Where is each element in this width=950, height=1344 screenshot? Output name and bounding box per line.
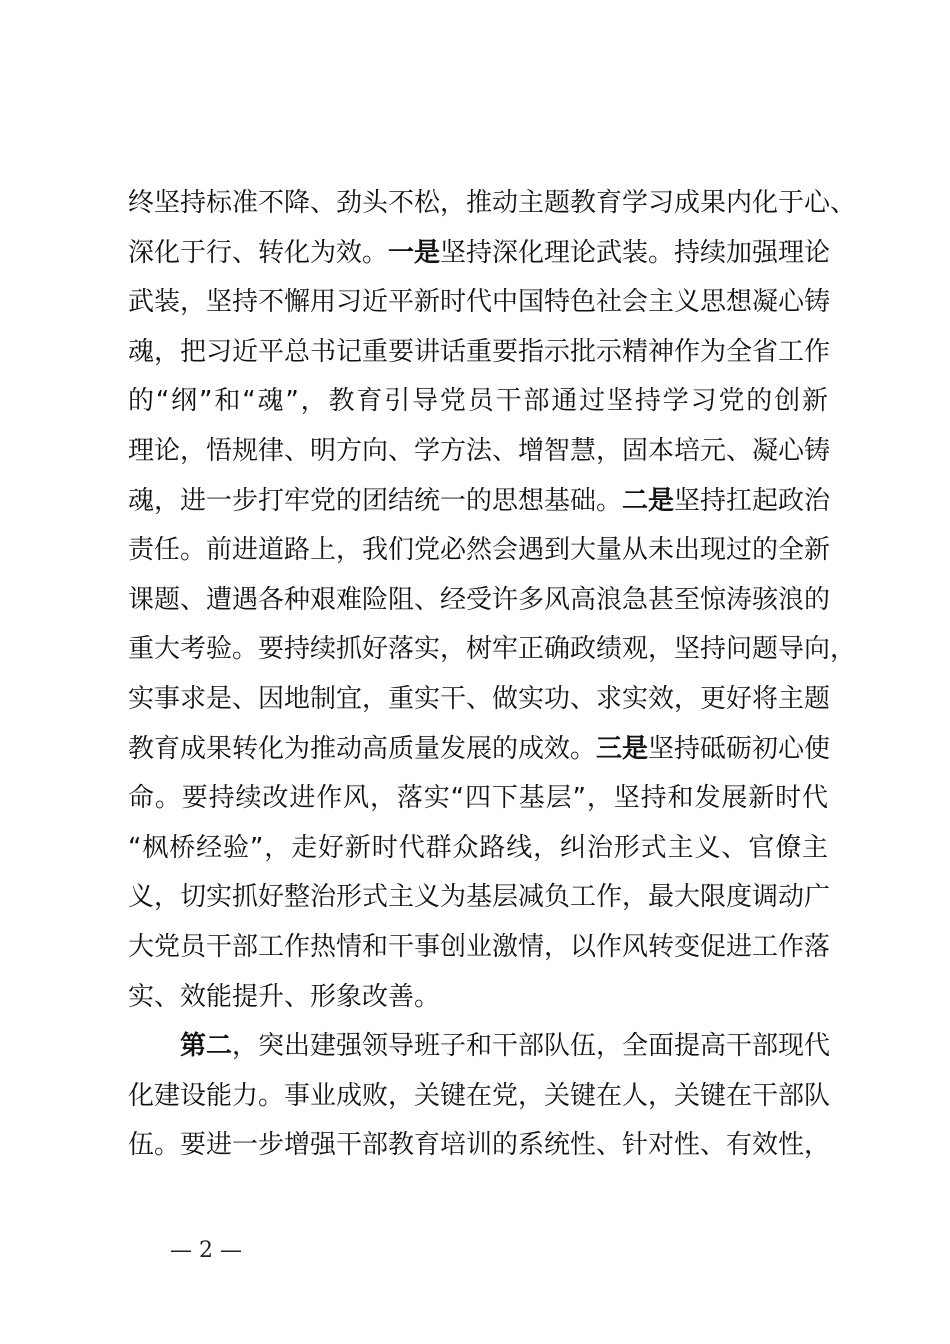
bold-run: 一是 <box>388 237 441 268</box>
text-run: 命。要持续改进作风，落实“四下基层”，坚持和发展新时代 <box>128 783 828 814</box>
text-run: 大党员干部工作热情和干事创业激情，以作风转变促进工作落 <box>128 932 831 962</box>
text-line <box>180 1021 831 1071</box>
text-line <box>128 476 831 526</box>
text-run: 责任。前进道路上，我们党必然会遇到大量从未出现过的全新 <box>128 535 831 566</box>
bold-run: 三是 <box>596 733 649 764</box>
text-line <box>128 724 831 774</box>
text-run: 伍。要进一步增强干部教育培训的系统性、针对性、有效性， <box>128 1130 831 1161</box>
text-run: ，突出建强领导班子和干部队伍，全面提高干部现代 <box>232 1031 831 1062</box>
text-run: 教育成果转化为推动高质量发展的成效。 <box>128 733 597 764</box>
text-run: 课题、遭遇各种艰难险阻、经受许多风高浪急甚至惊涛骇浪的 <box>128 584 831 615</box>
text-line <box>128 575 831 625</box>
text-line <box>128 277 831 327</box>
text-line <box>128 376 828 426</box>
text-run: 坚持深化理论武装。持续加强理论 <box>440 237 831 268</box>
text-line <box>128 228 831 278</box>
text-run: 武装，坚持不懈用习近平新时代中国特色社会主义思想凝心铸 <box>128 287 831 318</box>
text-line <box>128 327 831 377</box>
bold-run: 二是 <box>622 485 675 516</box>
text-line <box>128 773 828 823</box>
text-line <box>128 972 828 1022</box>
text-run: “枫桥经验”，走好新时代群众路线，纠治形式主义、官僚主 <box>128 832 828 863</box>
text-line <box>128 674 831 724</box>
text-line <box>128 1120 831 1170</box>
text-line <box>128 426 831 476</box>
text-run: 的“纲”和“魂”，教育引导党员干部通过坚持学习党的创新 <box>128 386 828 417</box>
text-line <box>128 823 828 873</box>
text-run: 终坚持标准不降、劲头不松，推动主题教育学习成果内化于心、 <box>128 188 857 218</box>
text-run: 坚持扛起政治 <box>674 485 831 516</box>
text-run: 义，切实抓好整治形式主义为基层减负工作，最大限度调动广 <box>128 882 831 913</box>
page-number: — 2 — <box>170 1238 242 1263</box>
text-line <box>128 872 831 922</box>
text-line <box>128 922 831 972</box>
text-run: 魂，把习近平总书记重要讲话重要指示批示精神作为全省工作 <box>128 336 831 367</box>
text-run: 实事求是、因地制宜，重实干、做实功、求实效，更好将主题 <box>128 684 831 714</box>
text-run: 理论，悟规律、明方向、学方法、增智慧，固本培元、凝心铸 <box>128 436 831 466</box>
bold-run: 第二 <box>180 1031 233 1062</box>
text-run: 实、效能提升、形象改善。 <box>128 981 441 1012</box>
text-run: 化建设能力。事业成败，关键在党，关键在人，关键在干部队 <box>128 1080 831 1111</box>
text-line <box>128 1071 831 1121</box>
text-line <box>128 624 857 674</box>
text-run: 魂，进一步打牢党的团结统一的思想基础。 <box>128 485 623 516</box>
text-run: 重大考验。要持续抓好落实，树牢正确政绩观，坚持问题导向， <box>128 634 857 665</box>
text-line <box>128 525 831 575</box>
text-line <box>128 178 857 228</box>
text-run: 坚持砥砺初心使 <box>648 733 831 764</box>
text-run: 深化于行、转化为效。 <box>128 237 389 268</box>
